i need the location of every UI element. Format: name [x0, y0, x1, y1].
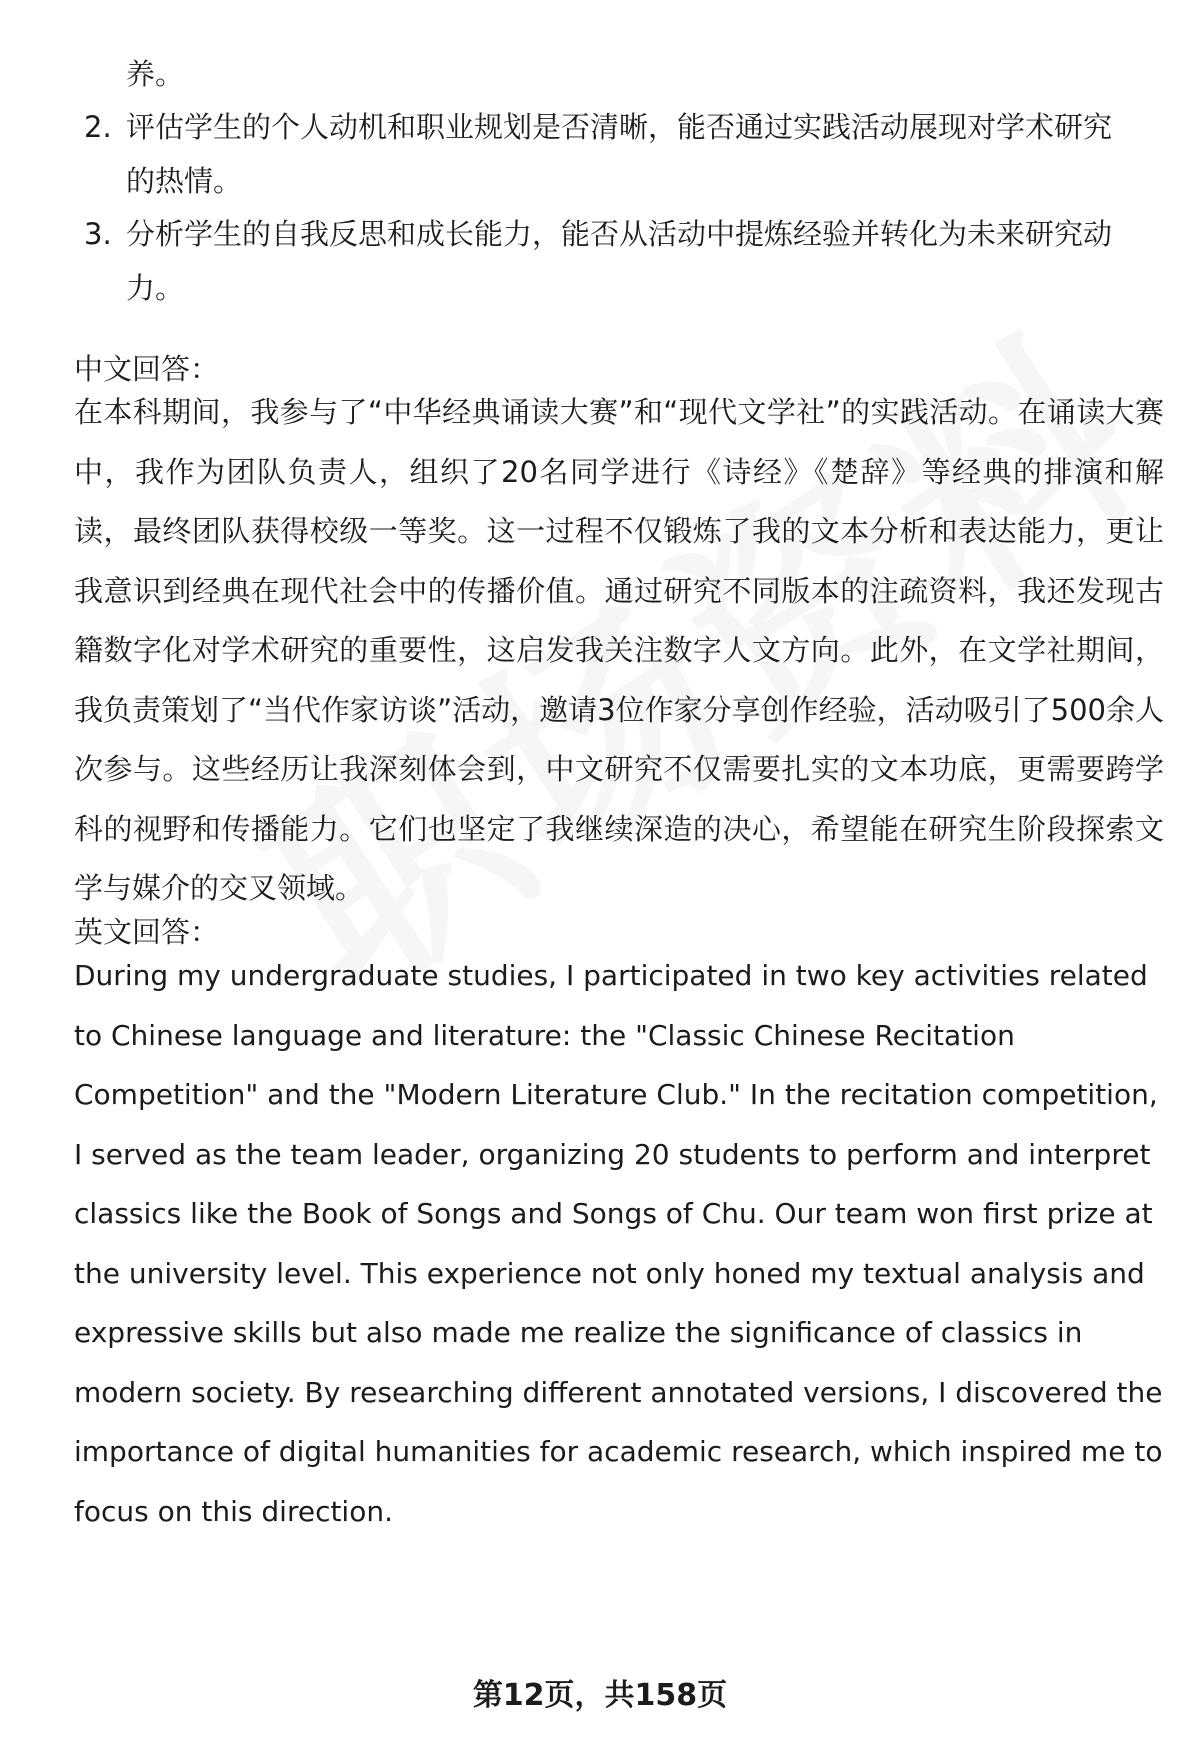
- english-answer-label: 英文回答：: [74, 915, 220, 949]
- chinese-answer-label: 中文回答：: [74, 352, 220, 386]
- page-number: 第12页，共158页: [472, 1678, 728, 1713]
- list-item-2-line-1: 评估学生的个人动机和职业规划是否清晰，能否通过实践活动展现对学术研究: [126, 110, 1113, 144]
- list-item-3-line-1: 分析学生的自我反思和成长能力，能否从活动中提炼经验并转化为未来研究动: [126, 217, 1113, 251]
- chinese-answer-text: 在本科期间，我参与了“中华经典诵读大赛”和“现代文学社”的实践活动。在诵读大赛中，我作为团队负责人，组织了20名同学进行《诗经》《楚辞》等经典的排演和解读，最终团队获得校级一等奖。这一过程不仅锻炼了我的文本分析和表达能力，更让我意识到经典在现代社会中的传播价值。通过研究不同版本的注疏资料，我还发现古籍数字化对学术研究的重要性，这启发我关注数字人文方向。此外，在文学社期间，我负责策划了“当代作家访谈”活动，邀请3位作家分享创作经验，活动吸引了500余人次参与。这些经历让我深刻体会到，中文研究不仅需要扎实的文本功底，更需要跨学科的视野和传播能力。它们也坚定了我继续深造的决心，希望能在研究生阶段探索文学与媒介的交叉领域。: [74, 395, 1164, 905]
- list-item-2-number: 2.: [84, 110, 112, 144]
- list-item-2-line-2: 的热情。: [126, 164, 243, 198]
- list-item-1-tail: 养。: [126, 57, 185, 91]
- list-item-3-line-2: 力。: [126, 271, 185, 305]
- list-item-3-number: 3.: [84, 217, 112, 251]
- english-answer-text: During my undergraduate studies, I participated in two key activities related to Chinese language and literature: the "Classic Chinese Recitation Competition" and the "Modern Literature Club." In the recitation competition, I served as the team leader, organizing 20 students to perform and interpret classics like the Book of Songs and Songs of Chu. Our team won first prize at the university level. This experience not only honed my textual analysis and expressive skills but also made me realize the significance of classics in modern society. By researching different annotated versions, I discovered the importance of digital humanities for academic research, which inspired me to focus on this direction.: [74, 959, 1163, 1528]
